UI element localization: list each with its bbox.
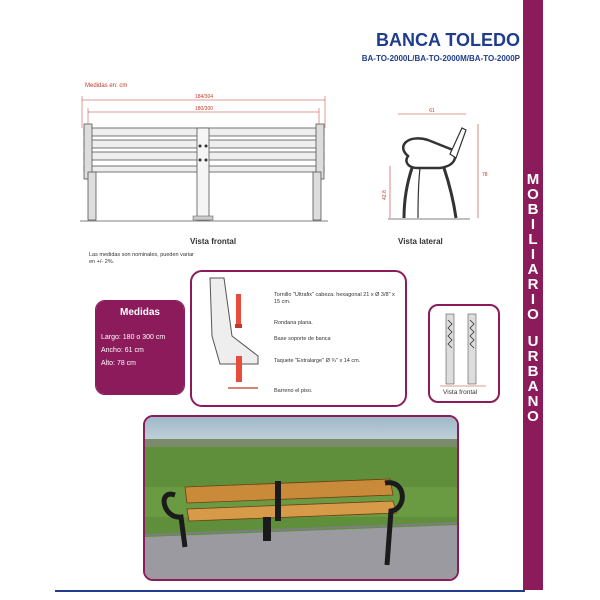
measure-width: Ancho: 61 cm [101,347,144,354]
units-label: Medidas en: cm [85,83,128,89]
measurements-list [96,325,184,394]
side-view-drawing [378,106,490,234]
anchor-detail-box [190,270,407,407]
detail-label-washer: Rondana plana. [274,320,313,326]
detail-label-screw: Tornillo "Ultrafix" cabeza. hexagonal 21 x Ø 3/8" x 15 cm. [274,292,395,305]
side-view-caption: Vista lateral [398,237,443,246]
detail-label-drill: Barreno el piso. [274,388,313,394]
front-view-caption: Vista frontal [190,237,237,246]
page-title: BANCA TOLEDO [376,30,520,50]
detail-label-base: Base soporte de banca [274,336,331,342]
tolerance-note: Las medidas son nominales, pueden variar en +/- 2%. [89,252,194,265]
bottom-rule [55,590,525,592]
dim-outer: 184/304 [194,94,214,100]
detail-label-anchor: Taquete "Extralarge" Ø ¾" x 14 cm. [274,358,361,364]
measurements-box [95,300,185,395]
measure-height: Alto: 78 cm [101,360,137,367]
bench-photo [143,415,459,581]
dim-inner: 180/300 [194,106,214,112]
product-codes: BA-TO-2000L/BA-TO-2000M/BA-TO-2000P [361,54,520,63]
front-view-drawing [70,88,340,236]
measurements-title: Medidas [96,301,184,325]
dim-seat: 42.8 [382,190,388,200]
frontal-detail-caption: Vista frontal [443,389,478,396]
bench-photo-drawing [145,417,457,579]
sidebar-text: M O B I L I A R I O U R B A N O [526,171,540,425]
frontal-detail-drawing [438,312,490,390]
dim-depth: 61 [429,108,435,114]
anchor-detail-drawing [198,276,268,398]
measure-length: Largo: 180 o 300 cm [101,334,166,341]
dim-height: 78 [482,172,488,178]
